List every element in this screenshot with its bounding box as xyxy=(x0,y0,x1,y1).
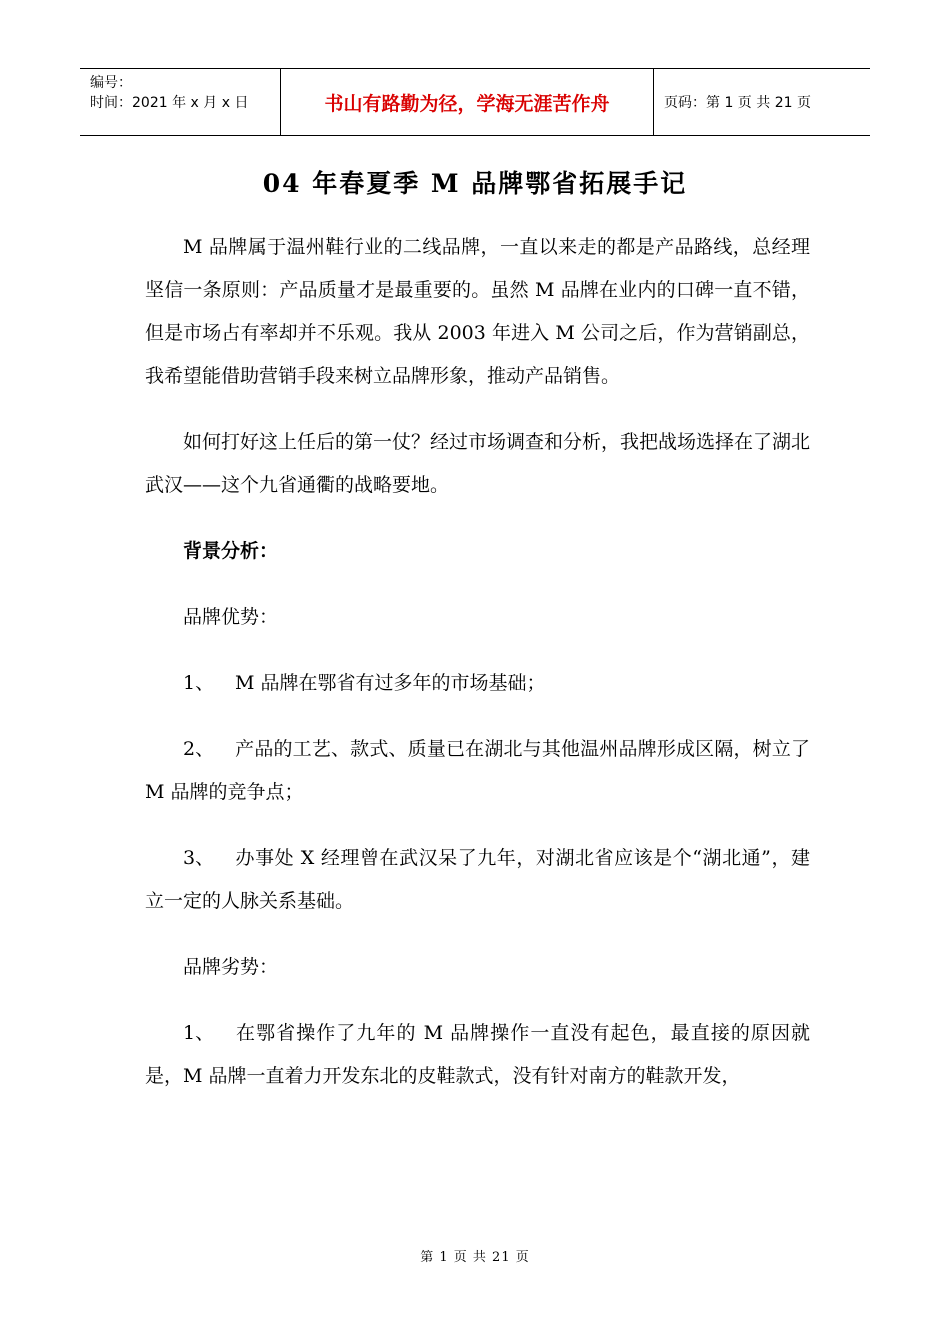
list-item xyxy=(145,662,810,705)
list-item xyxy=(145,837,810,923)
list-item-number: 3、 xyxy=(183,847,215,869)
list-item-number: 2、 xyxy=(183,738,215,760)
disadvantages-heading: 品牌劣势： xyxy=(183,956,279,978)
list-item-number: 1、 xyxy=(183,1022,215,1044)
document-body xyxy=(145,226,810,1121)
list-item-text: 产品的工艺、款式、质量已在湖北与其他温州品牌形成区隔，树立了 M 品牌的竞争点； xyxy=(145,738,810,803)
document-title: 04 年春夏季 M 品牌鄂省拓展手记 xyxy=(262,169,688,198)
list-item xyxy=(145,1012,810,1098)
list-item-text: 在鄂省操作了九年的 M 品牌操作一直没有起色，最直接的原因就是，M 品牌一直着力开发东北的皮鞋款式，没有针对南方的鞋款开发， xyxy=(145,1022,810,1087)
advantages-heading: 品牌优势： xyxy=(183,606,279,628)
paragraph-intro: M 品牌属于温州鞋行业的二线品牌，一直以来走的都是产品路线，总经理坚信一条原则：产品质量才是最重要的。虽然 M 品牌在业内的口碑一直不错，但是市场占有率却并不乐观。我从 2003 年进入 M 公司之后，作为营销副总，我希望能借助营销手段来树立品牌形象，推动产品销售。 xyxy=(145,236,810,387)
code-label: 编号： xyxy=(90,75,132,91)
header-table xyxy=(80,68,870,136)
header-slogan: 书山有路勤为径，学海无涯苦作舟 xyxy=(281,69,654,135)
date-label: 时间：2021 年 x 月 x 日 xyxy=(90,95,249,111)
list-item-number: 1、 xyxy=(183,672,215,694)
header-meta-cell xyxy=(80,69,281,135)
page-footer: 第 1 页 共 21 页 xyxy=(420,1250,530,1265)
list-item-text: M 品牌在鄂省有过多年的市场基础； xyxy=(235,672,546,694)
background-heading: 背景分析： xyxy=(183,540,279,562)
header-page-label: 页码：第 1 页 共 21 页 xyxy=(664,95,811,111)
paragraph-battlefield: 如何打好这上任后的第一仗？经过市场调查和分析，我把战场选择在了湖北武汉——这个九省通衢的战略要地。 xyxy=(145,431,811,496)
list-item-text: 办事处 X 经理曾在武汉呆了九年，对湖北省应该是个“湖北通”，建立一定的人脉关系基础。 xyxy=(145,847,810,912)
list-item xyxy=(145,728,810,814)
